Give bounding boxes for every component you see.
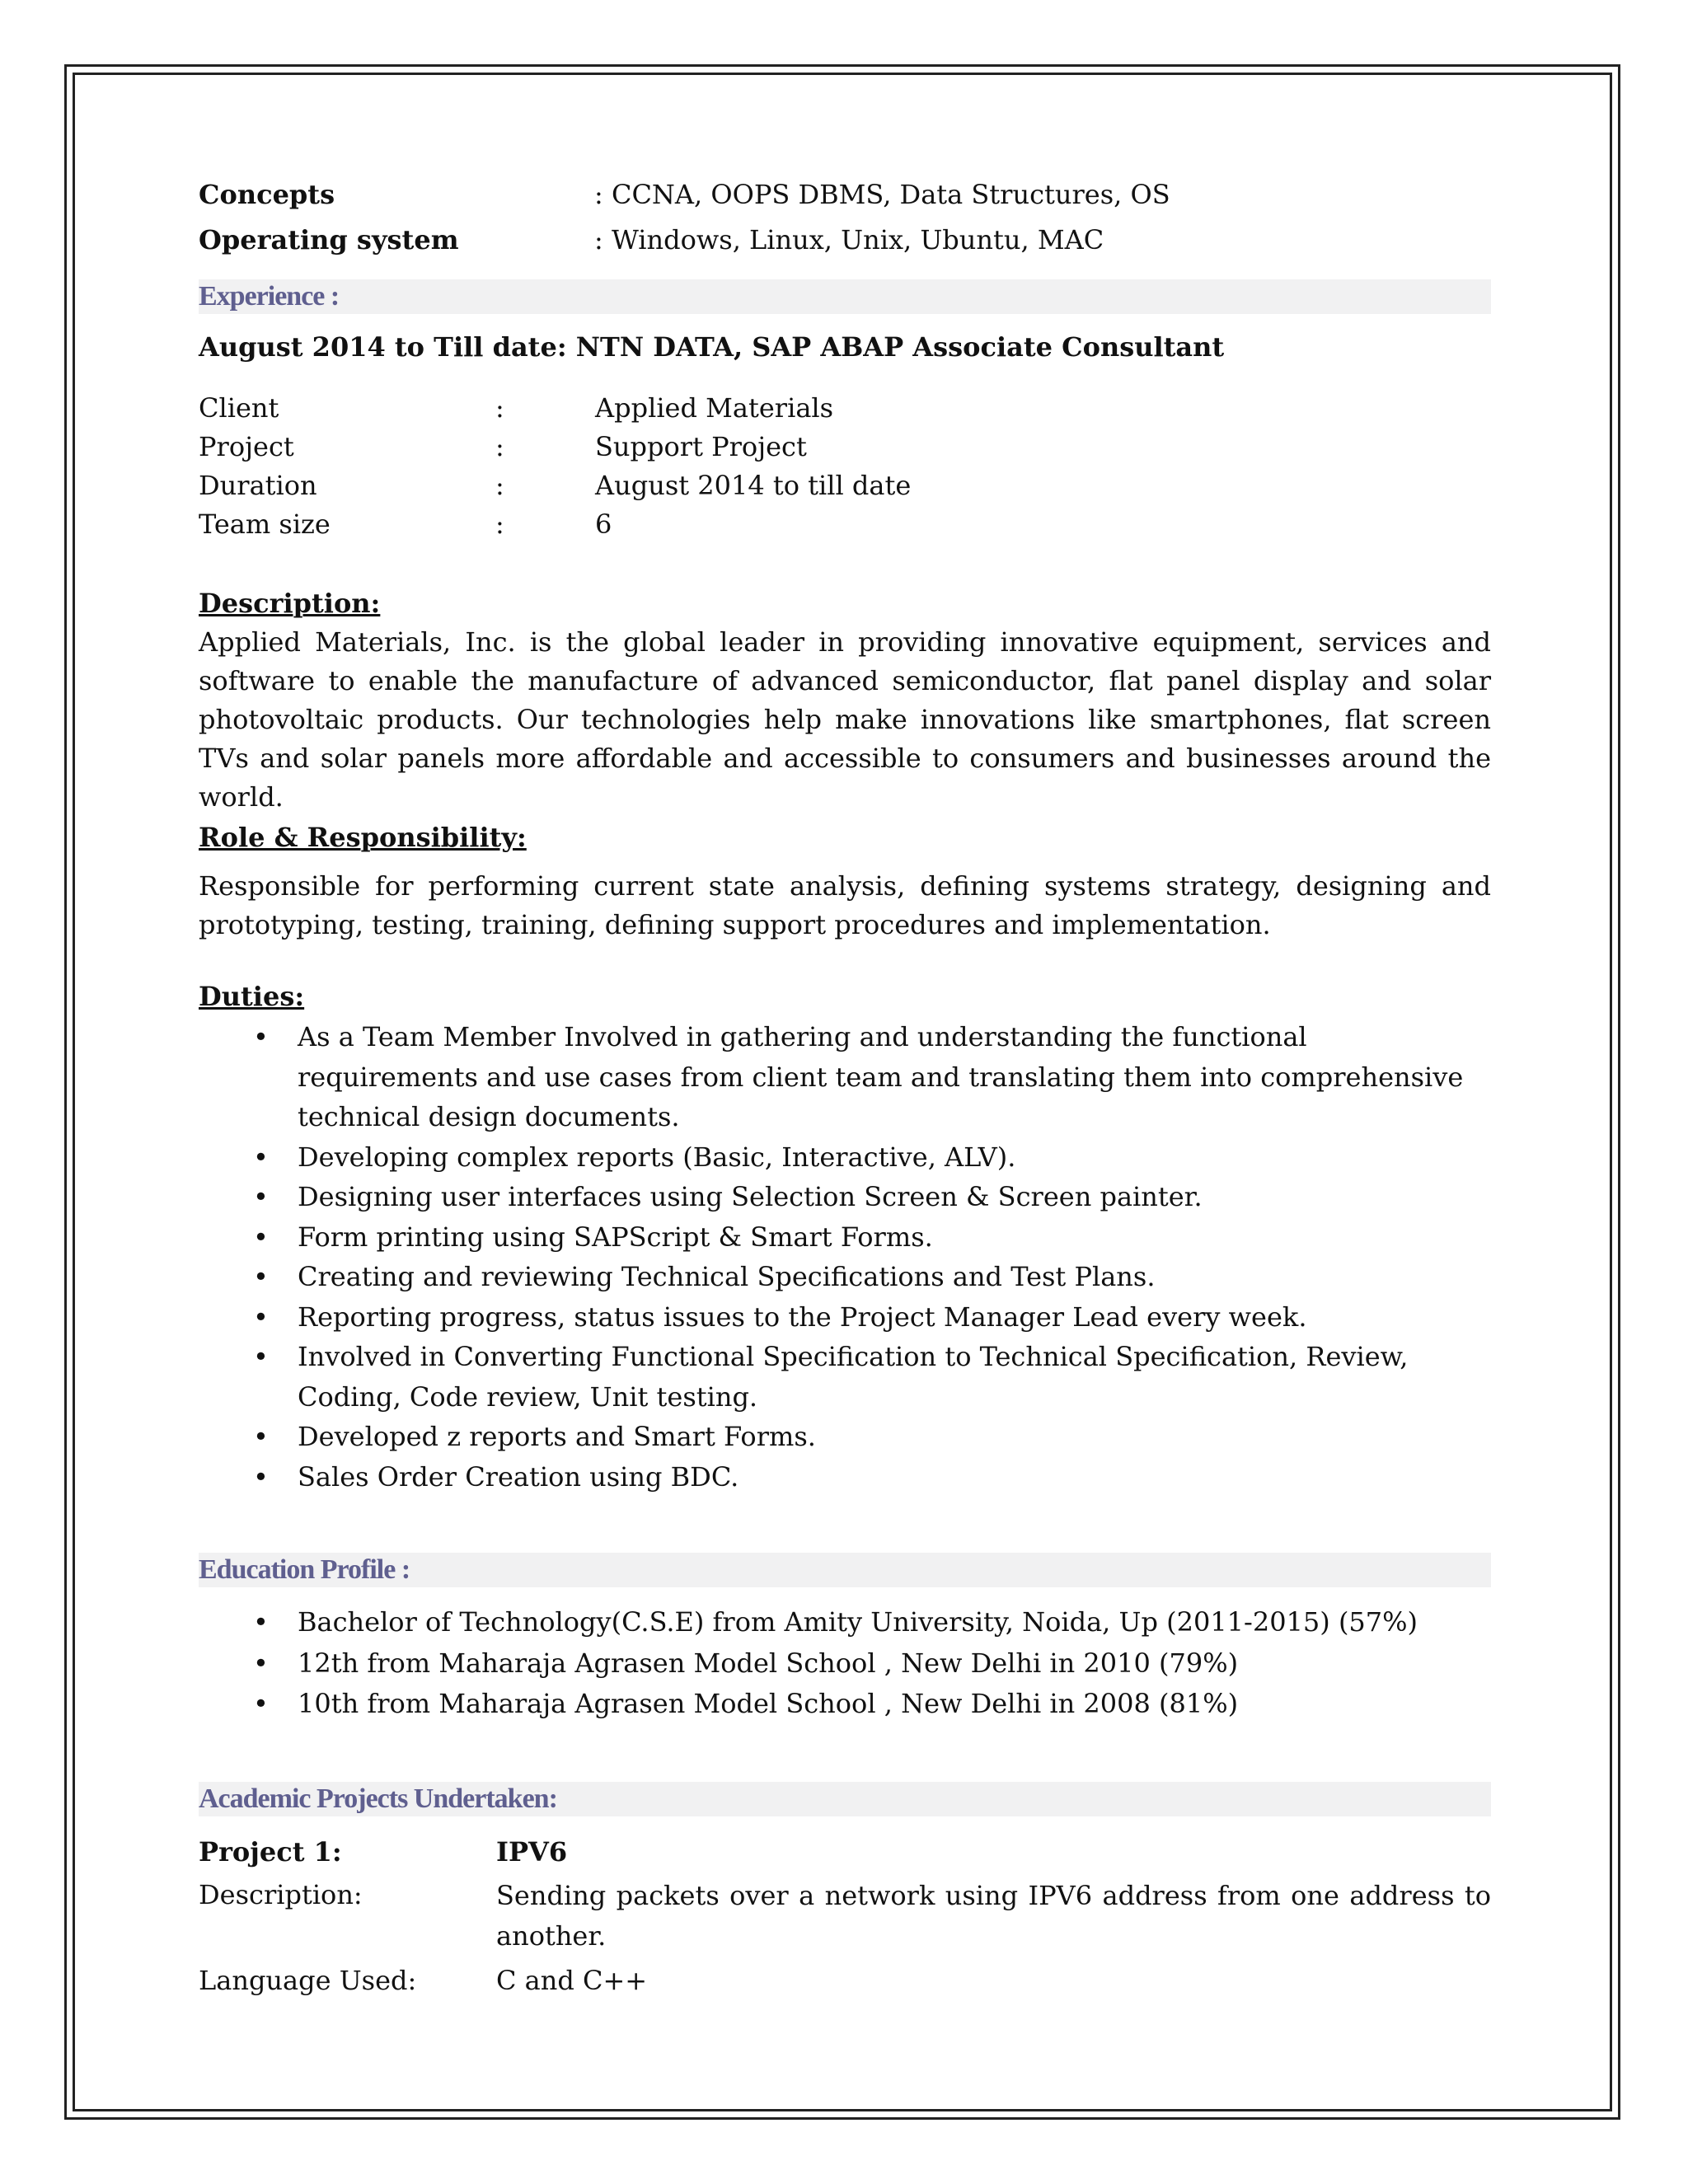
education-section-header [199, 1553, 1491, 1587]
experience-section-header [199, 279, 1491, 314]
list-item: • As a Team Member Involved in gathering and understanding the functional requirements and use cases from client team and translating them into comprehensive technical design documents. [199, 1017, 1491, 1137]
duties-list [199, 1017, 1491, 1497]
detail-sep: : [495, 509, 504, 540]
description-heading: Description: [199, 588, 381, 619]
bullet-icon: • [253, 1460, 269, 1493]
bullet-icon: • [253, 1301, 269, 1333]
bullet-icon: • [253, 1261, 269, 1292]
detail-label: Project [199, 431, 294, 462]
list-item: • Designing user interfaces using Selection Screen & Screen painter. [199, 1177, 1491, 1217]
role-text: Responsible for performing current state analysis, defining systems strategy, designing and prototyping, testing, training, defining support procedures and implementation. [199, 870, 1491, 940]
description-text: Applied Materials, Inc. is the global leader in providing innovative equipment, services and software to enable the manufacture of advanced semiconductor, flat panel display and solar photovoltaic products. Our technologies help make innovations like smartphones, flat screen TVs and solar panels more affordable and accessible to consumers and businesses around the world. [199, 626, 1491, 813]
language-value: C and C++ [496, 1965, 648, 1996]
concepts-value: : CCNA, OOPS DBMS, Data Structures, OS [594, 179, 1170, 210]
role-heading: Role & Responsibility: [199, 822, 527, 853]
detail-value: 6 [595, 509, 612, 540]
project-description-value: Sending packets over a network using IPV6 address from one address to another. [496, 1880, 1491, 1952]
education-list [199, 1602, 1491, 1725]
job-heading: August 2014 to Till date: NTN DATA, SAP ABAP Associate Consultant [199, 331, 1225, 363]
detail-label: Client [199, 392, 279, 424]
bullet-icon: • [253, 1221, 269, 1253]
detail-value: Support Project [595, 431, 807, 462]
list-item: • 10th from Maharaja Agrasen Model School , New Delhi in 2008 (81%) [199, 1684, 1491, 1725]
bullet-icon: • [253, 1421, 269, 1452]
list-item: • Sales Order Creation using BDC. [199, 1457, 1491, 1497]
bullet-icon: • [253, 1021, 269, 1052]
detail-label: Team size [199, 509, 331, 540]
detail-sep: : [495, 431, 504, 462]
bullet-icon: • [253, 1647, 269, 1679]
education-section-title: Education Profile : [199, 1554, 410, 1585]
project-description-label: Description: [199, 1879, 363, 1910]
language-label: Language Used: [199, 1965, 417, 1996]
detail-sep: : [495, 470, 504, 501]
project-label: Project 1: [199, 1836, 342, 1868]
list-item: • Developed z reports and Smart Forms. [199, 1417, 1491, 1457]
project-name: IPV6 [496, 1836, 568, 1868]
bullet-icon: • [253, 1341, 269, 1372]
bullet-icon: • [253, 1688, 269, 1719]
list-item: • Form printing using SAPScript & Smart Forms. [199, 1217, 1491, 1258]
list-item: • Involved in Converting Functional Specification to Technical Specification, Review, Coding, Code review, Unit testing. [199, 1337, 1491, 1417]
os-value: : Windows, Linux, Unix, Ubuntu, MAC [594, 224, 1104, 255]
list-item: • Creating and reviewing Technical Specifications and Test Plans. [199, 1257, 1491, 1297]
bullet-icon: • [253, 1141, 269, 1173]
list-item: • 12th from Maharaja Agrasen Model School , New Delhi in 2010 (79%) [199, 1643, 1491, 1685]
os-label: Operating system [199, 224, 459, 255]
detail-value: August 2014 to till date [595, 470, 912, 501]
detail-label: Duration [199, 470, 317, 501]
projects-section-title: Academic Projects Undertaken: [199, 1783, 557, 1814]
list-item: • Developing complex reports (Basic, Interactive, ALV). [199, 1137, 1491, 1178]
list-item: • Bachelor of Technology(C.S.E) from Amity University, Noida, Up (2011-2015) (57%) [199, 1602, 1491, 1643]
bullet-icon: • [253, 1181, 269, 1212]
experience-section-title: Experience : [199, 281, 340, 312]
bullet-icon: • [253, 1606, 269, 1638]
detail-sep: : [495, 392, 504, 424]
list-item: • Reporting progress, status issues to the Project Manager Lead every week. [199, 1297, 1491, 1338]
concepts-label: Concepts [199, 179, 335, 210]
detail-value: Applied Materials [595, 392, 834, 424]
projects-section-header [199, 1782, 1491, 1816]
duties-heading: Duties: [199, 981, 305, 1012]
